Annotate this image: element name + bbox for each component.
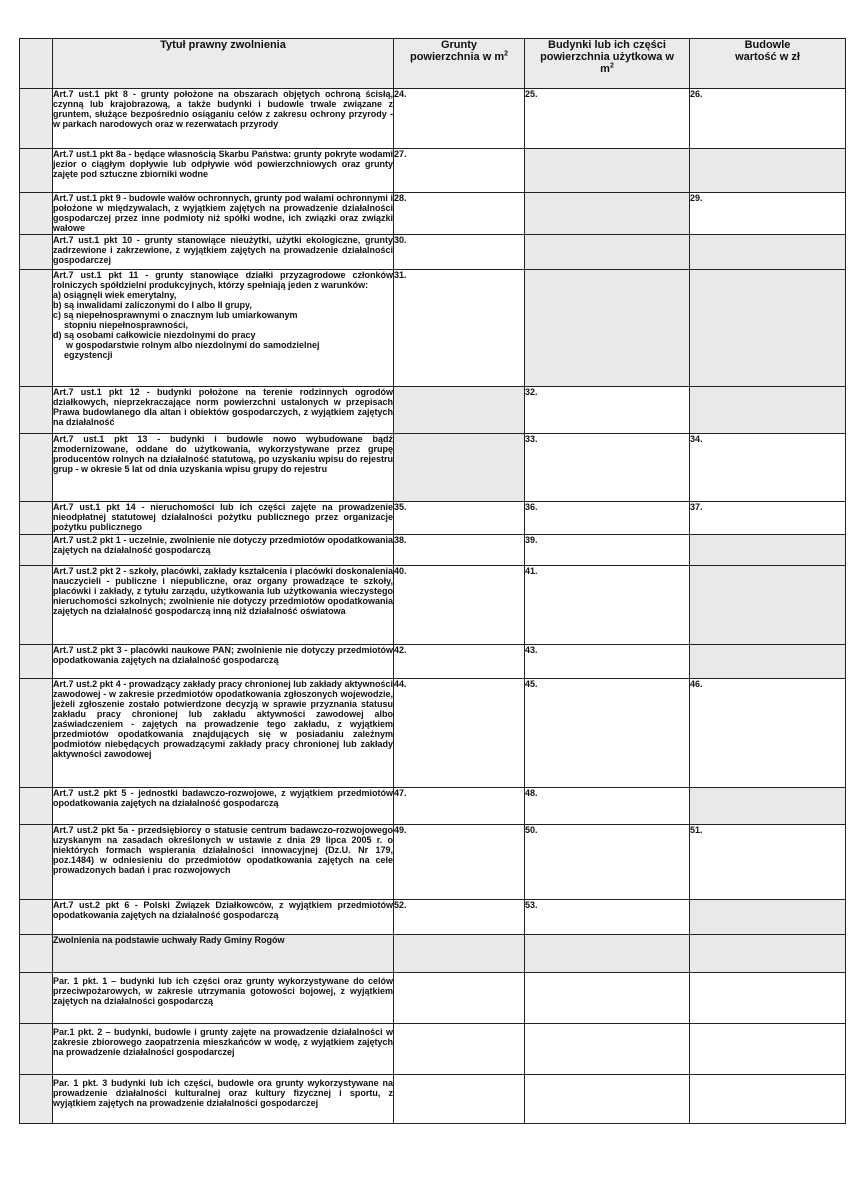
header-grunty-unit: powierzchnia w m: [409, 51, 505, 63]
budynki-field[interactable]: [525, 149, 690, 193]
exemption-title-line: c) są niepełnosprawnymi o znacznym lub umiarkowanym: [53, 310, 298, 320]
header-title-label: Tytuł prawny zwolnienia: [160, 39, 286, 51]
exemption-title: [53, 270, 394, 387]
grunty-field[interactable]: 24.: [394, 89, 525, 149]
exemption-title: Par. 1 pkt. 1 – budynki lub ich części oraz grunty wykorzystywane do celów przeciwpożarowych, w zakresie utrzymania gotowości bojowej, z wyjątkiem zajętych na działalności gospodarczą: [53, 973, 394, 1024]
budynki-field[interactable]: 53.: [525, 900, 690, 935]
exemption-title: [53, 535, 394, 566]
exemption-table: [19, 38, 846, 1124]
exemption-title: [53, 193, 394, 235]
header-budynki-unit: m: [600, 63, 610, 75]
section-empty-cell: [525, 935, 690, 973]
exemption-title: Par. 1 pkt. 3 budynki lub ich części, budowle ora grunty wykorzystywane na prowadzenie działalności kulturalnej oraz kultury fizycznej i sportu, z wyjątkiem zajętych na prowadzenie działalności gospodarczej: [53, 1075, 394, 1124]
header-grunty: [394, 39, 525, 89]
budowle-field[interactable]: [690, 645, 846, 679]
header-budynki-line1: Budynki lub ich części: [548, 39, 666, 51]
section-empty-cell: [690, 935, 846, 973]
budowle-field[interactable]: [690, 149, 846, 193]
table-row: [20, 535, 846, 566]
budynki-field[interactable]: 48.: [525, 788, 690, 825]
budynki-field[interactable]: [525, 1024, 690, 1075]
margin-cell: [20, 89, 53, 149]
margin-cell: [20, 149, 53, 193]
budynki-field[interactable]: 45.: [525, 679, 690, 788]
margin-cell: [20, 825, 53, 900]
table-row: [20, 679, 846, 788]
margin-cell: [20, 679, 53, 788]
table-row: [20, 149, 846, 193]
table-row: [20, 566, 846, 645]
header-grunty-line1: Grunty: [440, 39, 478, 51]
exemption-title: [53, 502, 394, 535]
table-row: [20, 89, 846, 149]
grunty-field[interactable]: [394, 973, 525, 1024]
table-row: [20, 235, 846, 270]
budynki-field[interactable]: [525, 973, 690, 1024]
header-title: [53, 39, 394, 89]
budowle-field[interactable]: 26.: [690, 89, 846, 149]
table-row: [20, 434, 846, 502]
budowle-field[interactable]: 46.: [690, 679, 846, 788]
margin-cell: [20, 270, 53, 387]
header-budowle: [690, 39, 846, 89]
table-row: [20, 825, 846, 900]
grunty-field[interactable]: 49.: [394, 825, 525, 900]
budowle-field[interactable]: [690, 566, 846, 645]
margin-cell: [20, 1075, 53, 1124]
budowle-field[interactable]: [690, 270, 846, 387]
exemption-title-line: egzystencji: [64, 350, 113, 360]
exemption-title: [53, 679, 394, 788]
exemption-title: Par.1 pkt. 2 – budynki, budowle i grunty zajęte na prowadzenie działalności w zakresie zbiorowego zaopatrzenia mieszkańców w wodę, z wyjątkiem zajętych na prowadzenie działalności gospodarczej: [53, 1024, 394, 1075]
exemption-title-line: Art.7 ust.1 pkt 13 - budynki i budowle nowo wybudowane bądź zmodernizowane, oddane do użytkowania, wykorzystywane przez grupę producentów rolnych na działalność statutową, po uzyskaniu wpisu do rejestru grup - w okresie 5 lat od dnia uzyskania wpisu grupy do rejestru: [53, 434, 393, 474]
table-row: [20, 645, 846, 679]
table-row: [20, 788, 846, 825]
exemption-title: [53, 788, 394, 825]
margin-cell: [20, 387, 53, 434]
margin-cell: [20, 434, 53, 502]
budynki-field[interactable]: [525, 235, 690, 270]
budynki-field[interactable]: 25.: [525, 89, 690, 149]
budynki-field[interactable]: 41.: [525, 566, 690, 645]
section-empty-cell: [394, 935, 525, 973]
exemption-title-line: Art.7 ust.1 pkt 9 - budowle wałów ochronnych, grunty pod wałami ochronnymi i położone w międzywalach, z wyjątkiem zajętych na prowadzenie działalności gospodarczej przez inne podmioty niż spółki wodne, ich związki oraz związki wałowe: [53, 193, 393, 233]
budynki-field[interactable]: [525, 1075, 690, 1124]
grunty-field[interactable]: 30.: [394, 235, 525, 270]
exemption-title-line: w gospodarstwie rolnym albo niezdolnymi do samodzielnej: [66, 340, 320, 350]
header-budynki-line2: powierzchnia użytkowa w: [540, 51, 674, 63]
budynki-field[interactable]: [525, 193, 690, 235]
exemption-title-line: d) są osobami całkowicie niezdolnymi do pracy: [53, 330, 256, 340]
table-row: [20, 900, 846, 935]
budowle-field[interactable]: [690, 235, 846, 270]
exemption-title: [53, 434, 394, 502]
exemption-title: [53, 825, 394, 900]
exemption-title: [53, 645, 394, 679]
budowle-field[interactable]: [690, 1075, 846, 1124]
exemption-title-line: Art.7 ust.2 pkt 2 - szkoły, placówki, zakłady kształcenia i placówki doskonalenia nauczycieli - publiczne i niepubliczne, oraz organy prowadzące te szkoły, placówki i zakłady, z tytułu zarządu, użytkowania lub użytkowania wieczystego nieruchomości szkolnych; zwolnienie nie dotyczy przedmiotów opodatkowania zajętych na działalność gospodarczą inną niż działalność oświatowa: [53, 566, 393, 616]
exemption-title-line: Art.7 ust.1 pkt 14 - nieruchomości lub ich części zajęte na prowadzenie nieodpłatnej statutowej działalności pożytku publicznego przez organizacje pożytku publicznego: [53, 502, 393, 532]
exemption-title: [53, 89, 394, 149]
exemption-title: [53, 149, 394, 193]
margin-cell: [20, 973, 53, 1024]
exemption-title-line: Art.7 ust.1 pkt 8 - grunty położone na obszarach objętych ochroną ścisłą, czynną lub krajobrazową, a także budynki i budowle trwale związane z gruntem, służące bezpośrednio osiąganiu celów z zakresu ochrony przyrody - w parkach narodowych oraz w rezerwatach przyrody: [53, 89, 393, 129]
budowle-field[interactable]: 37.: [690, 502, 846, 535]
table-row: [20, 973, 846, 1024]
budowle-field[interactable]: [690, 387, 846, 434]
budowle-field[interactable]: [690, 1024, 846, 1075]
grunty-field[interactable]: 44.: [394, 679, 525, 788]
header-grunty-line2: [394, 51, 524, 63]
grunty-field[interactable]: 38.: [394, 535, 525, 566]
exemption-title: [53, 235, 394, 270]
grunty-field[interactable]: 42.: [394, 645, 525, 679]
exemption-title-line: Art.7 ust.1 pkt 12 - budynki położone na terenie rodzinnych ogrodów działkowych, nieprzekraczające norm powierzchni ustalonych w przepisach Prawa budowlanego dla altan i obiektów gospodarczych, z wyjątkiem zajętych na działalność: [53, 387, 393, 427]
margin-cell: [20, 935, 53, 973]
budowle-field[interactable]: [690, 788, 846, 825]
budynki-field[interactable]: 36.: [525, 502, 690, 535]
margin-cell: [20, 1024, 53, 1075]
header-budynki-sup: 2: [609, 62, 614, 70]
header-budynki-line3: [525, 63, 689, 75]
grunty-field[interactable]: 52.: [394, 900, 525, 935]
budowle-field[interactable]: 29.: [690, 193, 846, 235]
grunty-field[interactable]: 27.: [394, 149, 525, 193]
margin-cell: [20, 193, 53, 235]
section-heading: Zwolnienia na podstawie uchwały Rady Gminy Rogów: [53, 935, 394, 973]
budowle-field[interactable]: [690, 973, 846, 1024]
table-row: [20, 387, 846, 434]
grunty-field[interactable]: 28.: [394, 193, 525, 235]
budynki-field[interactable]: 50.: [525, 825, 690, 900]
exemption-title-line: Art.7 ust.2 pkt 3 - placówki naukowe PAN; zwolnienie nie dotyczy przedmiotów opodatkowania zajętych na działalność gospodarczą: [53, 645, 393, 665]
section-row: [20, 935, 846, 973]
margin-cell: [20, 39, 53, 89]
exemption-title-line: stopniu niepełnosprawności,: [64, 320, 189, 330]
budynki-field[interactable]: 33.: [525, 434, 690, 502]
header-budynki: [525, 39, 690, 89]
exemption-title-line: Art.7 ust.2 pkt 1 - uczelnie, zwolnienie nie dotyczy przedmiotów opodatkowania zajętych na działalność gospodarczą: [53, 535, 393, 555]
budowle-field[interactable]: [690, 535, 846, 566]
grunty-field[interactable]: 31.: [394, 270, 525, 387]
exemption-title-line: Art.7 ust.1 pkt 8a - będące własnością Skarbu Państwa: grunty pokryte wodami jezior o ciągłym dopływie lub odpływie wód powierzchniowych oraz grunty zajęte pod sztuczne zbiorniki wodne: [53, 149, 393, 179]
grunty-field[interactable]: [394, 434, 525, 502]
table-row: [20, 193, 846, 235]
grunty-field[interactable]: [394, 1024, 525, 1075]
exemption-title-line: b) są inwalidami zaliczonymi do I albo II grupy,: [53, 300, 252, 310]
budynki-field[interactable]: 39.: [525, 535, 690, 566]
exemption-title: [53, 387, 394, 434]
budowle-field[interactable]: [690, 900, 846, 935]
exemption-title-line: Art.7 ust.1 pkt 10 - grunty stanowiące nieużytki, użytki ekologiczne, grunty zadrzewione i zakrzewione, z wyjątkiem zajętych na prowadzenie działalności gospodarczej: [53, 235, 393, 265]
header-row: [20, 39, 846, 89]
table-row: [20, 1024, 846, 1075]
grunty-field[interactable]: 40.: [394, 566, 525, 645]
margin-cell: [20, 566, 53, 645]
grunty-field[interactable]: 35.: [394, 502, 525, 535]
exemption-title-line: Art.7 ust.1 pkt 11 - grunty stanowiące działki przyzagrodowe członków rolniczych spółdzielni produkcyjnych, którzy spełniają jeden z warunków:: [53, 270, 393, 290]
budowle-field[interactable]: 34.: [690, 434, 846, 502]
table-row: [20, 270, 846, 387]
header-grunty-sup: 2: [504, 50, 509, 58]
exemption-title-line: Art.7 ust.2 pkt 4 - prowadzący zakłady pracy chronionej lub zakłady aktywności zawodowej - w zakresie przedmiotów opodatkowania zgłoszonych wojewodzie, jeżeli zgłoszenie zostało potwierdzone decyzją w sprawie przyznania statusu zakładu pracy chronionej lub zakładu aktywności zawodowej albo zaświadczeniem - zajętych na prowadzenie tego zakładu, z wyjątkiem przedmiotów opodatkowania znajdujących się w posiadaniu zależnym podmiotów niebędących prowadzącymi zakłady pracy chronionej lub zakłady aktywności zawodowej: [53, 679, 393, 759]
exemption-title-line: Art.7 ust.2 pkt 6 - Polski Związek Działkowców, z wyjątkiem przedmiotów opodatkowania zajętych na działalność gospodarczą: [53, 900, 393, 920]
table-row: [20, 502, 846, 535]
grunty-field[interactable]: [394, 387, 525, 434]
exemption-title: [53, 566, 394, 645]
margin-cell: [20, 535, 53, 566]
margin-cell: [20, 645, 53, 679]
budowle-field[interactable]: 51.: [690, 825, 846, 900]
rows-body: [20, 89, 846, 1124]
margin-cell: [20, 235, 53, 270]
exemption-title-line: Art.7 ust.2 pkt 5 - jednostki badawczo-rozwojowe, z wyjątkiem przedmiotów opodatkowania zajętych na działalność gospodarczą: [53, 788, 393, 808]
header-budowle-line2: wartość w zł: [735, 51, 800, 63]
budynki-field[interactable]: 43.: [525, 645, 690, 679]
header-budowle-line1: Budowle: [744, 39, 791, 51]
exemption-title-line: Art.7 ust.2 pkt 5a - przedsiębiorcy o statusie centrum badawczo-rozwojowego uzyskanym na zasadach określonych w ustawie z dnia 29 lipca 2005 r. o niektórych formach wspierania działalności innowacyjnej (Dz.U. Nr 179, poz.1484) w odniesieniu do przedmiotów opodatkowania zajętych na cele prowadzonych badań i prac rozwojowych: [53, 825, 393, 875]
grunty-field[interactable]: [394, 1075, 525, 1124]
margin-cell: [20, 788, 53, 825]
exemption-title: [53, 900, 394, 935]
margin-cell: [20, 502, 53, 535]
budynki-field[interactable]: [525, 270, 690, 387]
grunty-field[interactable]: 47.: [394, 788, 525, 825]
budynki-field[interactable]: 32.: [525, 387, 690, 434]
exemption-title-line: a) osiągnęli wiek emerytalny,: [53, 290, 177, 300]
table-row: [20, 1075, 846, 1124]
margin-cell: [20, 900, 53, 935]
